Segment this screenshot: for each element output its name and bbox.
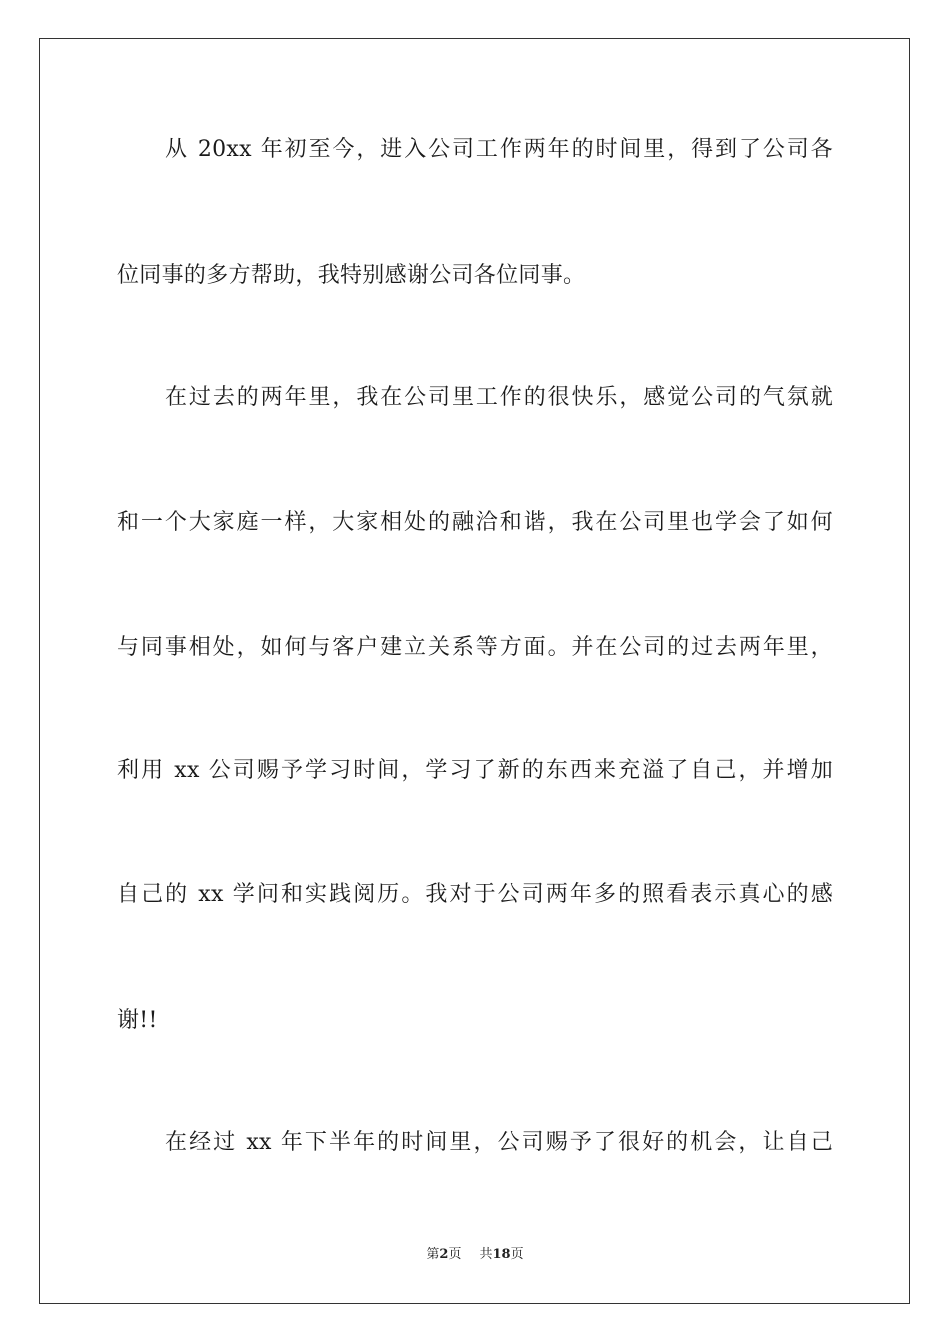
paragraph-2-line-1: 在过去的两年里，我在公司里工作的很快乐，感觉公司的气氛就 — [165, 385, 833, 410]
page-prefix: 第 — [426, 1247, 440, 1262]
paragraph-3-line-1: 在经过 xx 年下半年的时间里，公司赐予了很好的机会，让自己 — [165, 1130, 833, 1155]
paragraph-2-line-4: 利用 xx 公司赐予学习时间，学习了新的东西来充溢了自己，并增加 — [117, 758, 833, 783]
total-prefix: 共 — [479, 1247, 493, 1262]
paragraph-2-line-3: 与同事相处，如何与客户建立关系等方面。并在公司的过去两年里， — [117, 635, 833, 660]
paragraph-1-line-1: 从 20xx 年初至今，进入公司工作两年的时间里，得到了公司各 — [165, 137, 833, 162]
total-pages: 18 — [492, 1247, 511, 1262]
paragraph-2-line-2: 和一个大家庭一样，大家相处的融洽和谐，我在公司里也学会了如何 — [117, 510, 833, 535]
page-border — [39, 38, 910, 1304]
page-suffix: 页 — [448, 1247, 462, 1262]
paragraph-1-line-2: 位同事的多方帮助，我特别感谢公司各位同事。 — [117, 263, 586, 288]
paragraph-2-line-5: 自己的 xx 学问和实践阅历。我对于公司两年多的照看表示真心的感 — [117, 882, 833, 907]
total-suffix: 页 — [510, 1247, 524, 1262]
page-footer — [0, 1246, 950, 1264]
page-number: 2 — [439, 1247, 449, 1262]
paragraph-2-line-6: 谢!! — [117, 1008, 158, 1033]
